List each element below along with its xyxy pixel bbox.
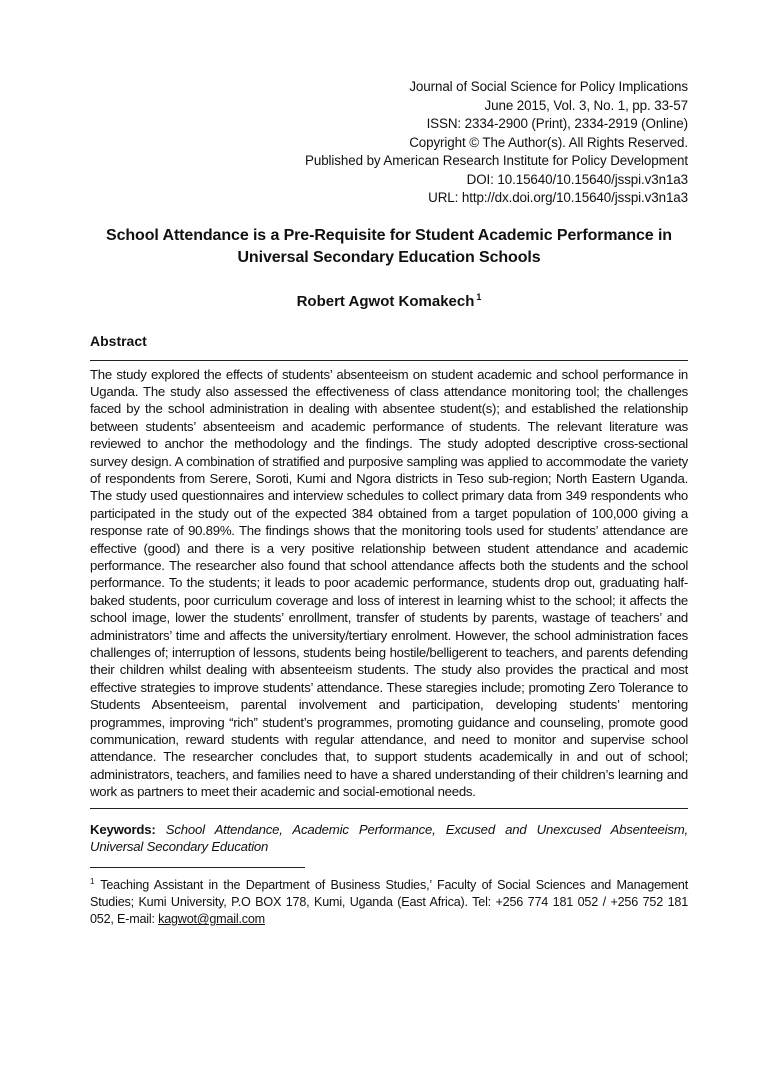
journal-issn: ISSN: 2334-2900 (Print), 2334-2919 (Online) bbox=[426, 116, 688, 131]
journal-header bbox=[90, 78, 688, 208]
journal-doi: DOI: 10.15640/10.15640/jsspi.v3n1a3 bbox=[466, 171, 688, 187]
footnote-marker: 1 bbox=[90, 877, 95, 887]
journal-copyright: Copyright © The Author(s). All Rights Reserved. bbox=[409, 134, 688, 150]
journal-name: Journal of Social Science for Policy Implications bbox=[409, 79, 688, 94]
footnote-text: Teaching Assistant in the Department of Business Studies,’ Faculty of Social Sciences and Management Studies; Kumi University, P.O BOX 178, Kumi, Uganda (East Africa). Tel: +256 774 181 052 / +256 752 181 052, E-mail: bbox=[90, 878, 688, 927]
abstract-body: The study explored the effects of students’ absenteeism on student academic and school performance in Uganda. The study also assessed the effectiveness of class attendance monitoring tool; the challenges faced by the school administration in dealing with absentee student(s); and established the relationship between students’ absenteeism and academic performance of students. The relevant literature was reviewed to anchor the methodology and the findings. The study adopted descriptive cross-sectional survey design. A combination of stratified and purposive sampling was applied to accommodate the variety of respondents from Serere, Soroti, Kumi and Ngora districts in Teso sub-region; North Eastern Uganda. The study used questionnaires and interview schedules to collect primary data from 349 respondents who participated in the study out of the expected 384 obtained from a target population of 100,000 giving a response rate of 90.89%. The findings shows that the monitoring tools used for students’ attendance are effective (good) and there is a very positive relationship between student attendance and academic performance. The researcher also found that school attendance affects both the students and the school performance. To the students; it leads to poor academic performance, students drop out, graduating half-baked students, poor curriculum coverage and loss of interest in learning whist to the school; it affects the school image, lower the students’ enrollment, transfer of students by parents, wastage of teachers’ and administrators’ time and affects the university/tertiary enrolment. However, the school administration faces challenges of; interruption of lessons, students being hostile/belligerent to teachers, and parents defending their children whilst dealing with absenteeism students. The study also provides the practical and most effective strategies to improve students’ attendance. These staregies include; promoting Zero Tolerance to Students Absenteeism, parental involvement and participation, developing students’ mentoring programmes, improving “rich” student’s programmes, promoting guidance and counseling, promote good communication, reward students with regular attendance, and need to monitor and supervise school attendance. The researcher concludes that, to support students academically in and out of school; administrators, teachers, and families need to have a shared understanding of their children’s learning and work as partners to meet their academic and social-emotional needs. bbox=[90, 366, 688, 809]
abstract-heading: Abstract bbox=[90, 332, 147, 349]
paper-title: School Attendance is a Pre-Requisite for Student Academic Performance in Universal Secondary Education Schools bbox=[106, 226, 672, 266]
journal-publisher: Published by American Research Institute for Policy Development bbox=[305, 153, 688, 168]
footnote bbox=[90, 873, 688, 928]
keywords-label: Keywords: bbox=[90, 821, 156, 837]
keywords-text: School Attendance, Academic Performance, Excused and Unexcused Absenteeism, Universal Secondary Education bbox=[90, 821, 688, 855]
author-name: Robert Agwot Komakech bbox=[296, 292, 475, 310]
footnote-rule bbox=[90, 867, 305, 868]
keywords bbox=[90, 821, 688, 857]
author-footnote-marker[interactable]: 1 bbox=[476, 291, 482, 302]
journal-issue: June 2015, Vol. 3, No. 1, pp. 33-57 bbox=[484, 97, 688, 113]
author-email-link[interactable]: kagwot@gmail.com bbox=[158, 912, 265, 927]
paper-page bbox=[90, 78, 688, 928]
author-line bbox=[90, 287, 688, 312]
journal-url: URL: http://dx.doi.org/10.15640/jsspi.v3n1a3 bbox=[428, 190, 688, 205]
abstract-top-rule bbox=[90, 360, 688, 361]
